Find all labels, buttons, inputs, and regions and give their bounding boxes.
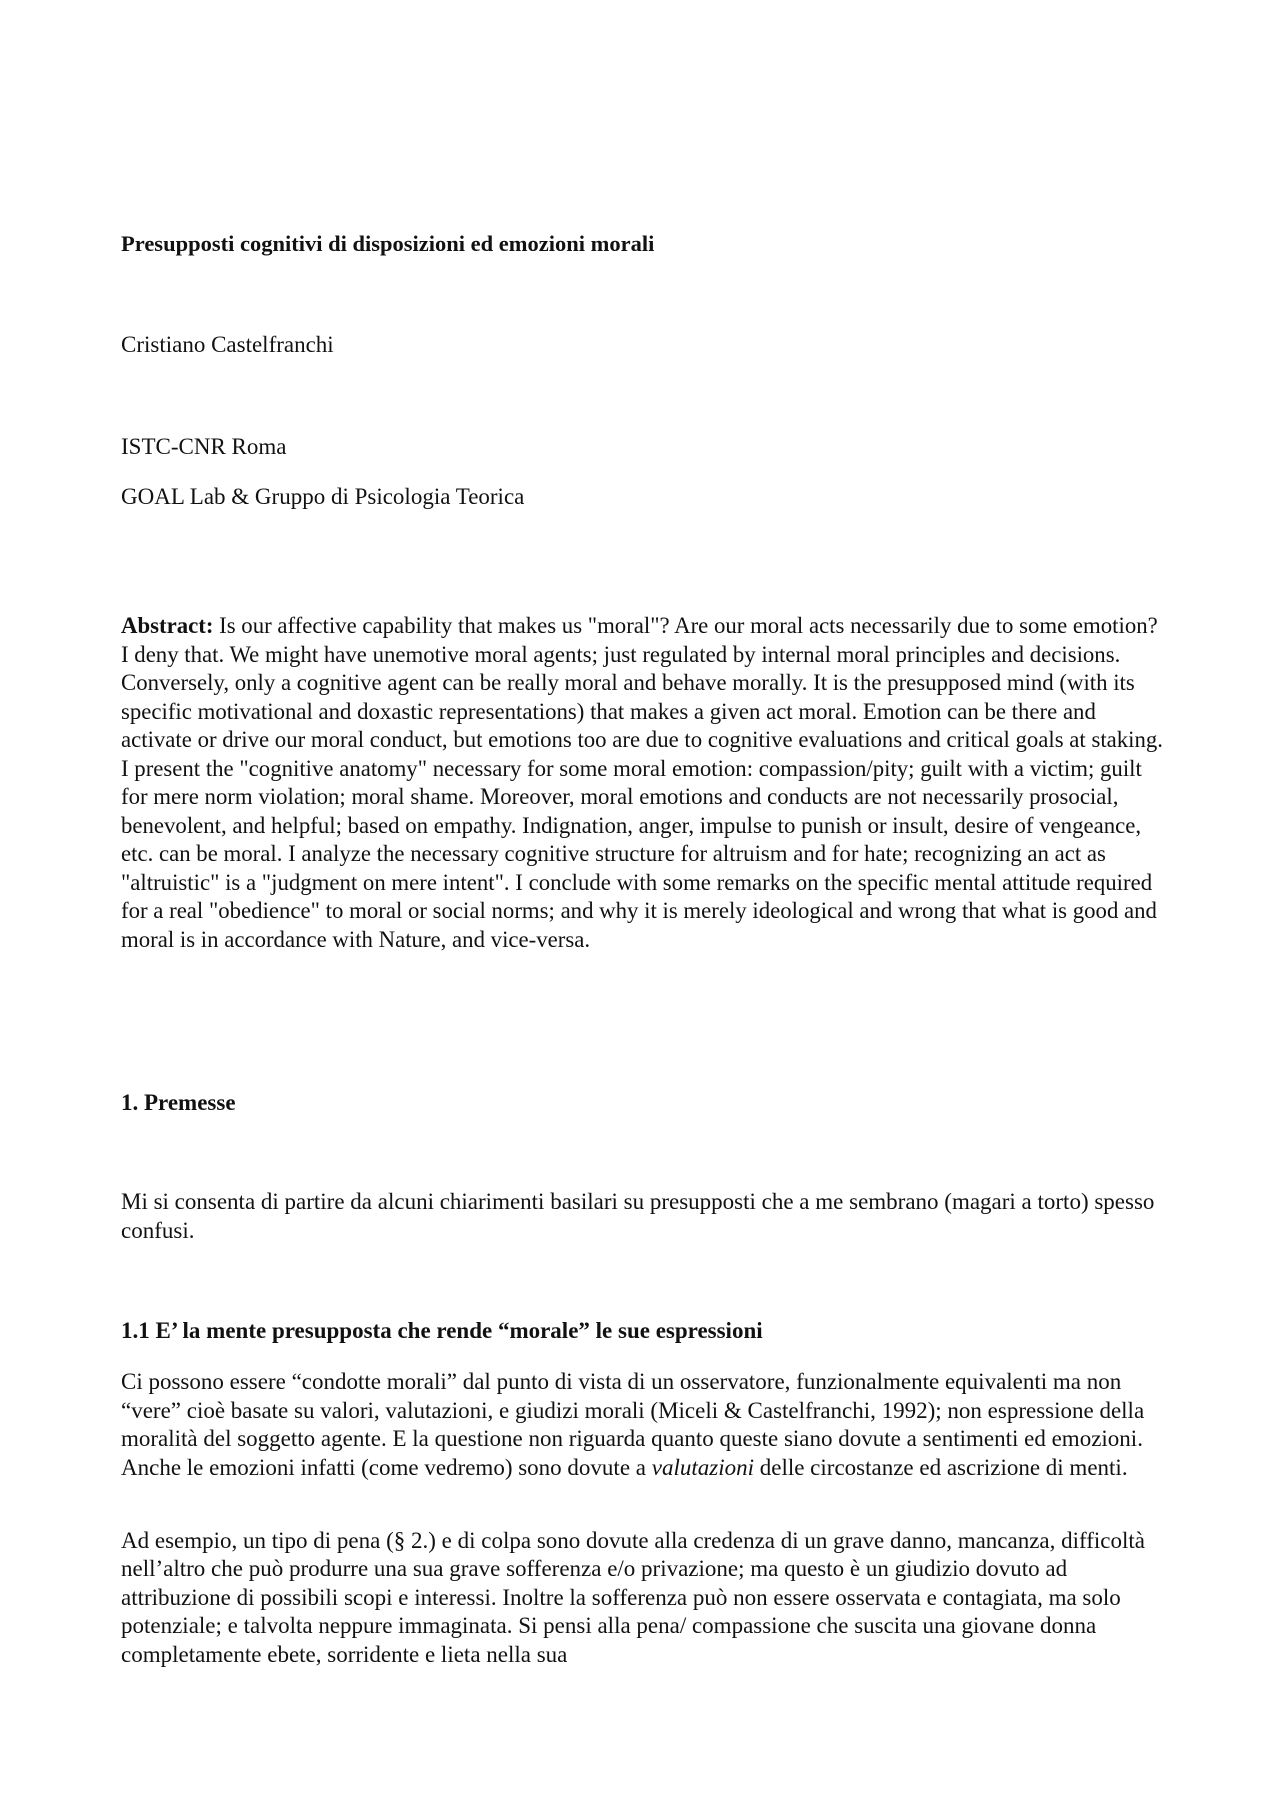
paragraph-1-italic: valutazioni <box>651 1454 754 1480</box>
body-paragraph-1 <box>121 1368 1166 1482</box>
subsection-heading: 1.1 E’ la mente presupposta che rende “morale” le sue espressioni <box>121 1318 763 1343</box>
paragraph-1-text-b: delle circostanze ed ascrizione di menti. <box>753 1454 1128 1480</box>
author-name: Cristiano Castelfranchi <box>121 332 334 357</box>
body-paragraph-2: Ad esempio, un tipo di pena (§ 2.) e di colpa sono dovute alla credenza di un grave danno, mancanza, difficoltà nell’altro che può produrre una sua grave sofferenza e/o privazione; ma questo è un giudizio dovuto ad attribuzione di possibili scopi e interessi. Inoltre la sofferenza può non essere osservata e contagiata, ma solo potenziale; e talvolta neppure immaginata. Si pensi alla pena/ compassione che suscita una giovane donna completamente ebete, sorridente e lieta nella sua <box>121 1528 1146 1667</box>
abstract-label: Abstract: <box>121 613 214 638</box>
paper-title: Presupposti cognitivi di disposizioni ed emozioni morali <box>121 231 655 256</box>
paragraph-1-text-a: Ci possono essere “condotte morali” dal punto di vista di un osservatore, funzionalmente equivalenti ma non “vere” cioè basate su valori, valutazioni, e giudizi morali (Miceli & Castelfranchi, 1992); non espressione della moralità del soggetto agente. E la questione non riguarda quanto queste siano dovute a sentimenti ed emozioni. Anche le emozioni infatti (come vedremo) sono dovute a <box>121 1369 1145 1480</box>
section-intro-paragraph: Mi si consenta di partire da alcuni chiarimenti basilari su presupposti che a me sembrano (magari a torto) spesso confusi. <box>121 1189 1155 1243</box>
institution-line-2: GOAL Lab & Gruppo di Psicologia Teorica <box>121 484 525 509</box>
abstract-paragraph <box>121 612 1166 955</box>
abstract-text: Is our affective capability that makes us "moral"? Are our moral acts necessarily due to some emotion? I deny that. We might have unemotive moral agents; just regulated by internal moral principles and decisions. Conversely, only a cognitive agent can be really moral and behave morally. It is the presupposed mind (with its specific motivational and doxastic representations) that makes a given act moral. Emotion can be there and activate or drive our moral conduct, but emotions too are due to cognitive evaluations and critical goals at staking. I present the "cognitive anatomy" necessary for some moral emotion: compassion/pity; guilt with a victim; guilt for mere norm violation; moral shame. Moreover, moral emotions and conducts are not necessarily prosocial, benevolent, and helpful; based on empathy. Indignation, anger, impulse to punish or insult, desire of vengeance, etc. can be moral. I analyze the necessary cognitive structure for altruism and for hate; recognizing an act as "altruistic" is a "judgment on mere intent". I conclude with some remarks on the specific mental attitude required for a real "obedience" to moral or social norms; and why it is merely ideological and wrong that what is good and moral is in accordance with Nature, and vice-versa. <box>121 613 1164 953</box>
section-heading-premesse: 1. Premesse <box>121 1090 236 1115</box>
institution-line-1: ISTC-CNR Roma <box>121 434 287 459</box>
